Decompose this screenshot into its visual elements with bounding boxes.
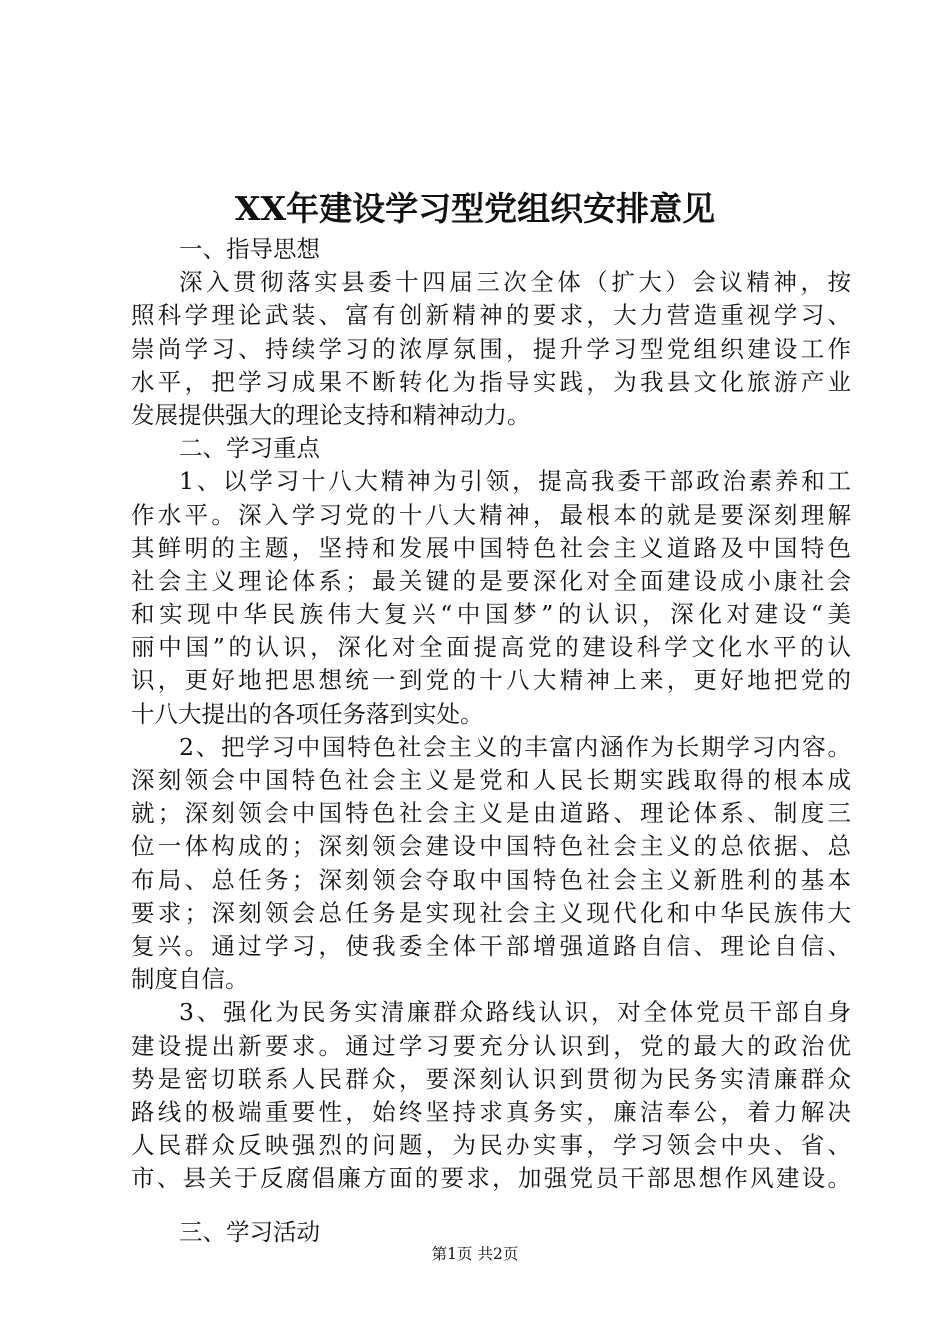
text-line: 深入贯彻落实县委十四届三次全体（扩大）会议精神，按 bbox=[179, 268, 851, 297]
document-body bbox=[131, 233, 851, 1250]
text-line: 其鲜明的主题，坚持和发展中国特色社会主义道路及中国特色 bbox=[131, 533, 851, 562]
page-footer: 第1页 共2页 bbox=[431, 1245, 519, 1263]
text-line: 1、以学习十八大精神为引领，提高我委干部政治素养和工 bbox=[179, 467, 851, 496]
text-line: 复兴。通过学习，使我委全体干部增强道路自信、理论自信、 bbox=[131, 931, 851, 960]
text-line: 社会主义理论体系；最关键的是要深化对全面建设成小康社会 bbox=[131, 566, 851, 595]
text-line: 建设提出新要求。通过学习要充分认识到，党的最大的政治优 bbox=[131, 1031, 851, 1060]
text-line: 布局、总任务；深刻领会夺取中国特色社会主义新胜利的基本 bbox=[131, 865, 851, 894]
text-line: 就；深刻领会中国特色社会主义是由道路、理论体系、制度三 bbox=[131, 799, 851, 828]
text-line: 崇尚学习、持续学习的浓厚氛围，提升学习型党组织建设工作 bbox=[131, 334, 851, 363]
text-line: 三、学习活动 bbox=[179, 1218, 320, 1247]
text-line: 市、县关于反腐倡廉方面的要求，加强党员干部思想作风建设。 bbox=[131, 1164, 851, 1193]
text-line: 人民群众反映强烈的问题，为民办实事，学习领会中央、省、 bbox=[131, 1131, 851, 1160]
text-line: 作水平。深入学习党的十八大精神，最根本的就是要深刻理解 bbox=[131, 500, 851, 529]
text-line: 水平，把学习成果不断转化为指导实践，为我县文化旅游产业 bbox=[131, 367, 851, 396]
text-line: 制度自信。 bbox=[131, 965, 249, 994]
text-line: 3、强化为民务实清廉群众路线认识，对全体党员干部自身 bbox=[179, 998, 851, 1027]
text-line: 和实现中华民族伟大复兴“中国梦”的认识，深化对建设“美 bbox=[131, 600, 851, 629]
text-line: 要求；深刻领会总任务是实现社会主义现代化和中华民族伟大 bbox=[131, 898, 851, 927]
text-line: 二、学习重点 bbox=[179, 434, 320, 463]
text-line: 势是密切联系人民群众，要深刻认识到贯彻为民务实清廉群众 bbox=[131, 1064, 851, 1093]
text-line: 位一体构成的；深刻领会建设中国特色社会主义的总依据、总 bbox=[131, 832, 851, 861]
text-line: 丽中国”的认识，深化对全面提高党的建设科学文化水平的认 bbox=[131, 633, 851, 662]
text-line: 深刻领会中国特色社会主义是党和人民长期实践取得的根本成 bbox=[131, 766, 851, 794]
text-line: 识，更好地把思想统一到党的十八大精神上来，更好地把党的 bbox=[131, 666, 851, 695]
text-line: 照科学理论武装、富有创新精神的要求，大力营造重视学习、 bbox=[131, 301, 851, 330]
text-line: 一、指导思想 bbox=[179, 235, 320, 263]
paragraph-gap bbox=[131, 1195, 851, 1216]
document-title: XX年建设学习型党组织安排意见 bbox=[234, 189, 716, 228]
text-line: 2、把学习中国特色社会主义的丰富内涵作为长期学习内容。 bbox=[179, 732, 851, 761]
text-line: 发展提供强大的理论支持和精神动力。 bbox=[131, 400, 531, 429]
text-line: 十八大提出的各项任务落到实处。 bbox=[131, 699, 484, 728]
text-line: 路线的极端重要性，始终坚持求真务实，廉洁奉公，着力解决 bbox=[131, 1097, 851, 1126]
